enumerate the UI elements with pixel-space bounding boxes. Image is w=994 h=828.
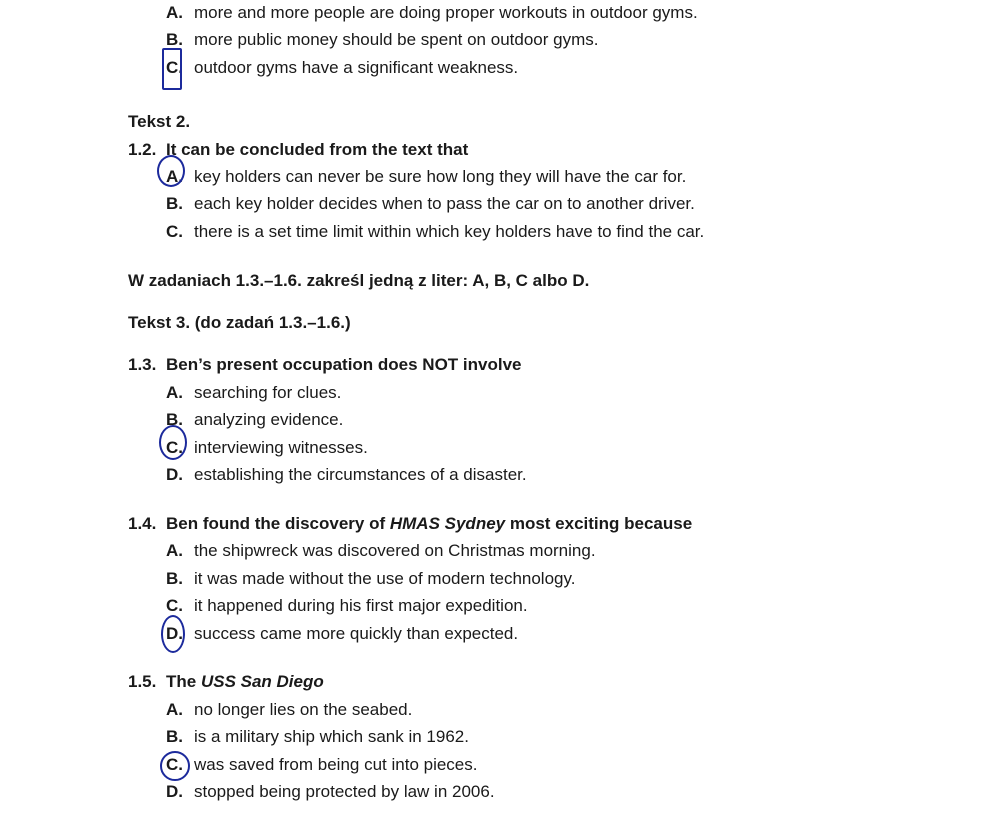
answer-circle-mark	[160, 751, 190, 781]
option-text: analyzing evidence.	[194, 410, 344, 429]
option-letter: C.	[166, 58, 183, 77]
section-heading-text-3: Tekst 3. (do zadań 1.3.–1.6.)	[128, 313, 351, 332]
option-text: stopped being protected by law in 2006.	[194, 782, 495, 801]
question-number: 1.2.	[128, 140, 157, 159]
option-letter: A.	[166, 541, 183, 560]
option-text: it was made without the use of modern technology.	[194, 569, 576, 588]
question-number: 1.5.	[128, 672, 157, 691]
option-letter: C.	[166, 755, 183, 774]
question-number: 1.4.	[128, 514, 157, 533]
option-text: success came more quickly than expected.	[194, 624, 519, 643]
option-text: more public money should be spent on outdoor gyms.	[194, 30, 599, 49]
section-heading-text-2: Tekst 2.	[128, 112, 191, 131]
option-text: there is a set time limit within which key holders have to find the car.	[194, 222, 705, 241]
option-letter: B.	[166, 569, 183, 588]
question-text: Ben found the discovery of HMAS Sydney most exciting because	[166, 514, 693, 533]
answer-circle-mark	[161, 615, 185, 653]
option-text: each key holder decides when to pass the car on to another driver.	[194, 194, 695, 213]
question-text: Ben’s present occupation does NOT involve	[166, 355, 522, 374]
option-letter: B.	[166, 410, 183, 429]
question-text: The USS San Diego	[166, 672, 324, 691]
question-number: 1.3.	[128, 355, 157, 374]
option-text: outdoor gyms have a significant weakness.	[194, 58, 519, 77]
answer-circle-mark	[159, 425, 187, 460]
option-letter: D.	[166, 782, 183, 801]
question-text: It can be concluded from the text that	[166, 140, 469, 159]
option-letter: D.	[166, 624, 183, 643]
option-letter: B.	[166, 727, 183, 746]
option-text: is a military ship which sank in 1962.	[194, 727, 469, 746]
option-text: was saved from being cut into pieces.	[194, 755, 478, 774]
option-text: establishing the circumstances of a disaster.	[194, 465, 527, 484]
option-text: it happened during his first major expedition.	[194, 596, 528, 615]
option-letter: B.	[166, 194, 183, 213]
answer-circle-mark	[157, 155, 185, 187]
option-letter: D.	[166, 465, 183, 484]
instruction: W zadaniach 1.3.–1.6. zakreśl jedną z liter: A, B, C albo D.	[128, 271, 590, 290]
option-letter: C.	[166, 222, 183, 241]
option-letter: A.	[166, 3, 183, 22]
option-letter: A.	[166, 700, 183, 719]
option-letter: B.	[166, 30, 183, 49]
option-text: no longer lies on the seabed.	[194, 700, 413, 719]
option-text: searching for clues.	[194, 383, 342, 402]
option-letter: C.	[166, 596, 183, 615]
option-letter: A.	[166, 383, 183, 402]
option-text: more and more people are doing proper workouts in outdoor gyms.	[194, 3, 698, 22]
option-text: interviewing witnesses.	[194, 438, 368, 457]
option-text: the shipwreck was discovered on Christmas morning.	[194, 541, 596, 560]
answer-box-mark	[162, 48, 182, 90]
option-text: key holders can never be sure how long they will have the car for.	[194, 167, 687, 186]
option-letter: A.	[166, 167, 183, 186]
option-letter: C.	[166, 438, 183, 457]
